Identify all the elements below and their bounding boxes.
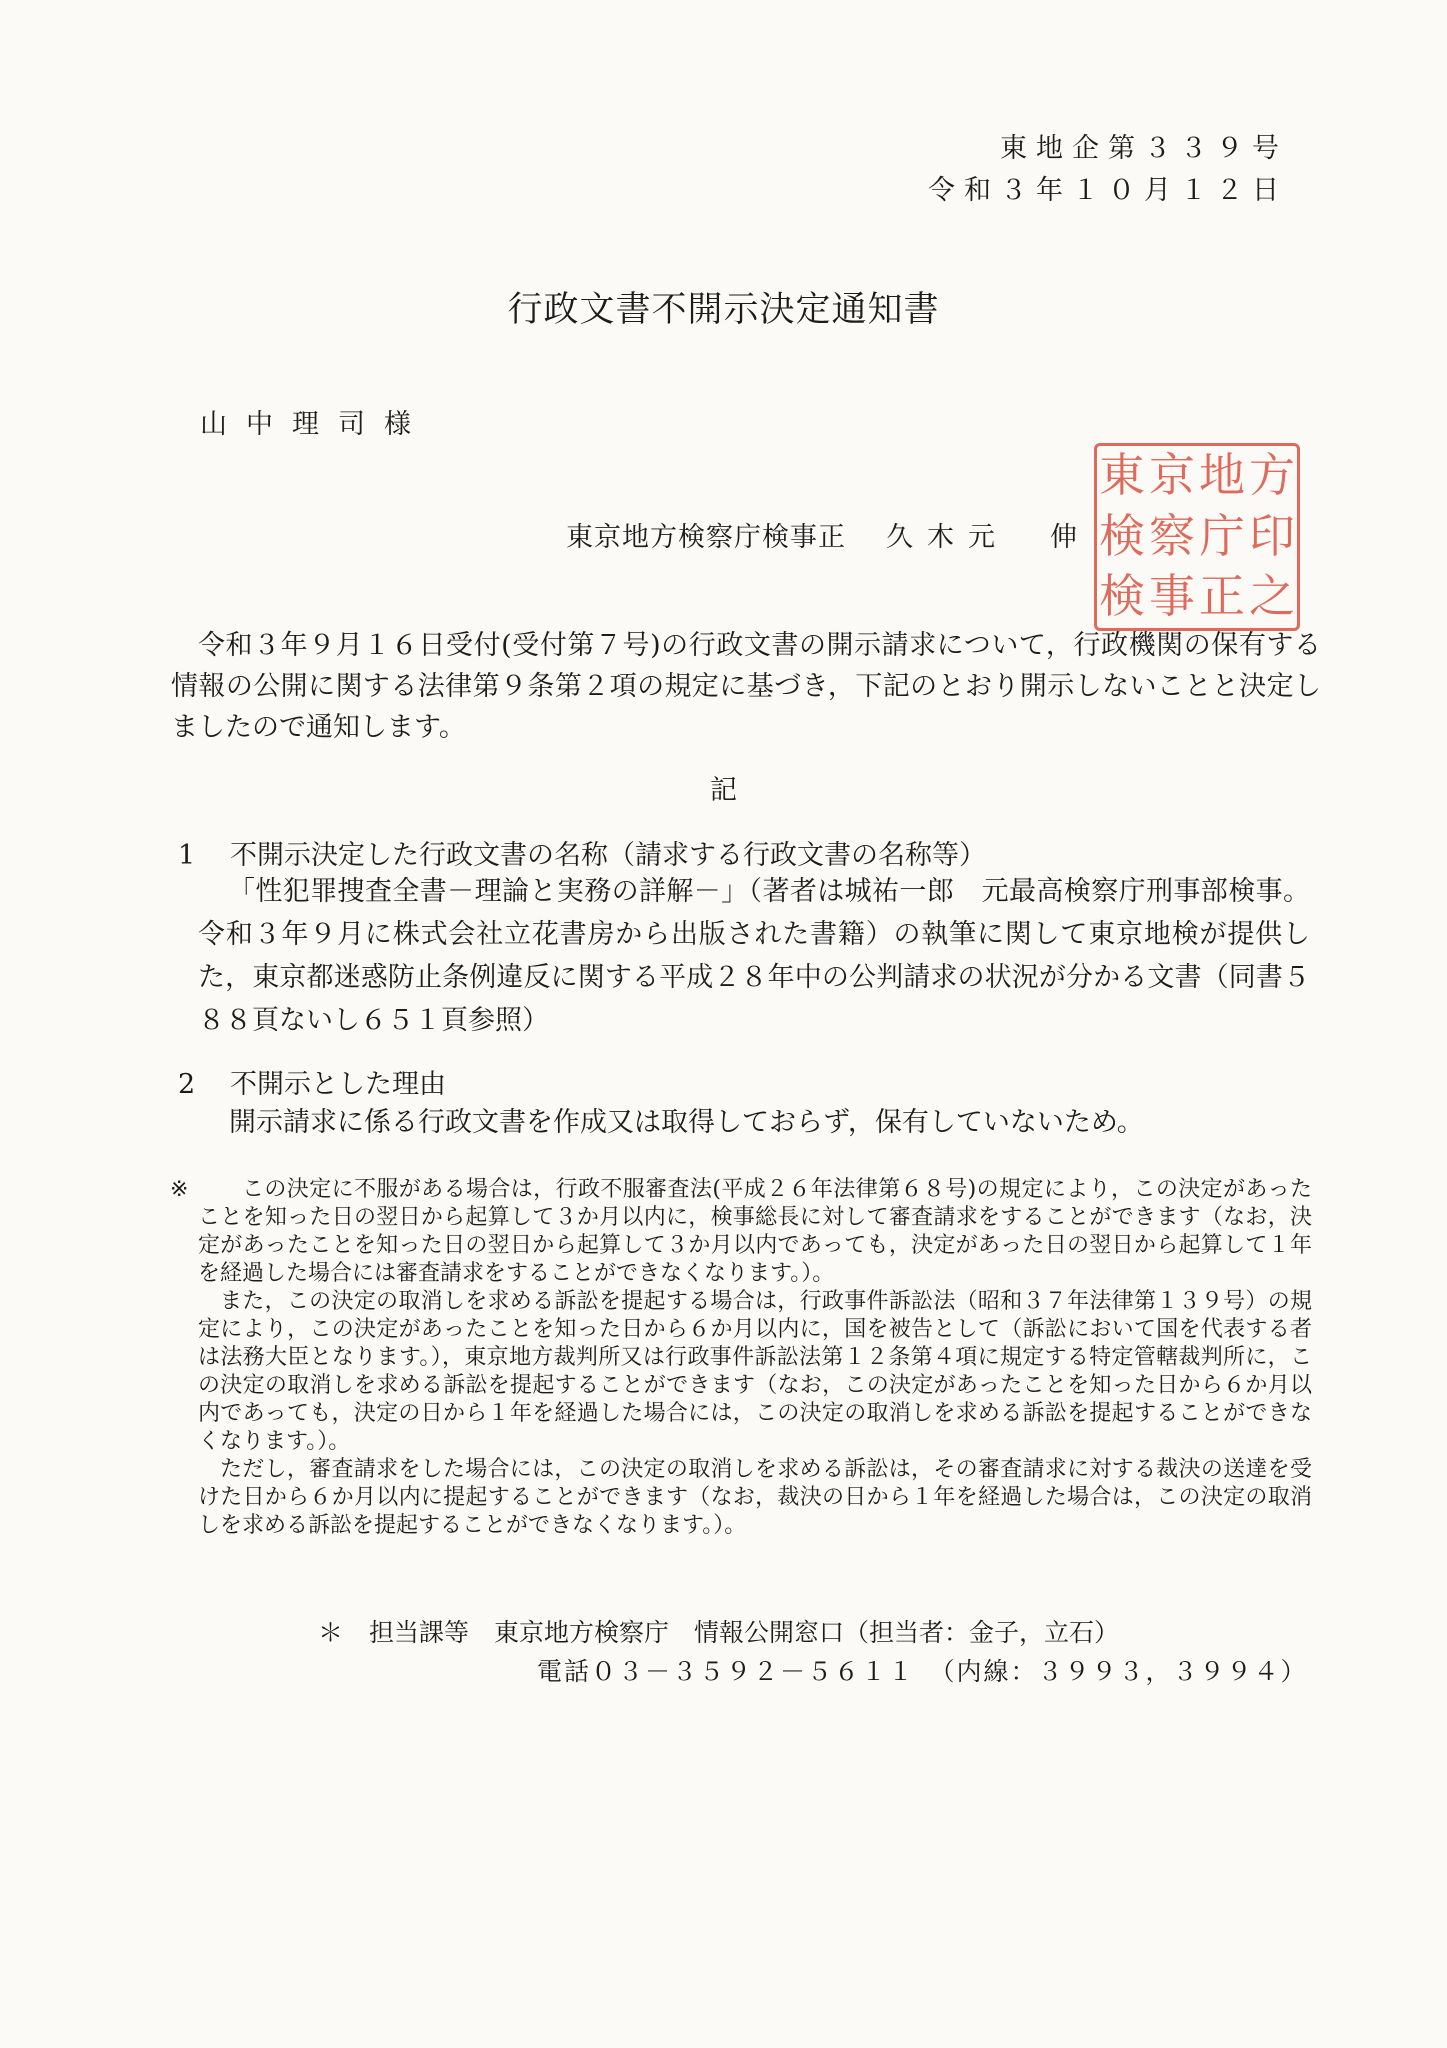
sender: [566, 515, 1091, 554]
notes-paragraph-2: また，この決定の取消しを求める訴訟を提起する場合は，行政事件訴訟法（昭和３７年法律第１３９号）の規定により，この決定があったことを知った日から６か月以内に，国を被告として（訴訟において国を代表する者は法務大臣となります。），東京地方裁判所又は行政事件訴訟法第１２条第４項に規定する特定管轄裁判所に，この決定の取消しを求める訴訟を提起することができます（なお，この決定があったことを知った日から６か月以内であっても，決定の日から１年を経過した場合には，この決定の取消しを求める訴訟を提起することができなくなります。）。: [198, 1289, 1312, 1454]
section-2-number: 2: [178, 1069, 196, 1100]
document-title: 行政文書不開示決定通知書: [507, 290, 940, 330]
sender-name: 久木元 伸: [886, 522, 1091, 553]
contact-department: 担当課等 東京地方検察庁 情報公開窓口（担当者：金子，立石）: [369, 1618, 1120, 1647]
section-1-title: 不開示決定した行政文書の名称（請求する行政文書の名称等）: [230, 840, 986, 871]
section-2-body: 開示請求に係る行政文書を作成又は取得しておらず，保有していないため。: [229, 1107, 1144, 1138]
official-seal: 東 京 地 方 検 察 庁 印 検 事 正 之: [1094, 443, 1300, 631]
section-2-title: 不開示とした理由: [230, 1069, 446, 1100]
section-1-number: 1: [178, 840, 196, 871]
notes-mark: ※: [170, 1177, 189, 1202]
ki-heading: 記: [710, 775, 737, 806]
document-date: 令和３年１０月１２日: [928, 175, 1288, 206]
contact-phone: 電話０３－３５９２－５６１１ （内線：３９９３，３９９４）: [537, 1657, 1308, 1686]
section-2-heading: [178, 1062, 446, 1101]
addressee: 山中理司様: [200, 409, 430, 440]
section-1-heading: [178, 833, 986, 872]
section-1-body: 「性犯罪捜査全書－理論と実務の詳解－」（著者は城祐一郎 元最高検察庁刑事部検事。令和３年９月に株式会社立花書房から出版された書籍）の執筆に関して東京地検が提供した，東京都迷惑防止条例違反に関する平成２８年中の公判請求の状況が分かる文書（同書５８８頁ないし６５１頁参照）: [198, 876, 1310, 1036]
intro-paragraph: 令和３年９月１６日受付(受付第７号)の行政文書の開示請求について，行政機関の保有する情報の公開に関する法律第９条第２項の規定に基づき，下記のとおり開示しないことと決定しましたので通知します。: [171, 630, 1321, 743]
contact-line-1: [318, 1613, 1119, 1649]
sender-organization: 東京地方検察庁検事正: [566, 522, 846, 553]
contact-star: ＊: [318, 1618, 344, 1647]
document-number: 東地企第３３９号: [1000, 133, 1288, 164]
document-header: [928, 128, 1288, 212]
notes-paragraph-1: この決定に不服がある場合は，行政不服審査法(平成２６年法律第６８号)の規定により，この決定があったことを知った日の翌日から起算して３か月以内に，検事総長に対して審査請求をすることができます（なお，決定があったことを知った日の翌日から起算して３か月以内であっても，決定があった日の翌日から起算して１年を経過した場合には審査請求をすることができなくなります。）。: [198, 1177, 1313, 1286]
notes-block: [170, 1176, 1312, 1540]
notes-paragraph-3: ただし，審査請求をした場合には，この決定の取消しを求める訴訟は，その審査請求に対する裁決の送達を受けた日から６か月以内に提起することができます（なお，裁決の日から１年を経過した場合は，この決定の取消しを求める訴訟を提起することができなくなります。）。: [198, 1457, 1312, 1538]
